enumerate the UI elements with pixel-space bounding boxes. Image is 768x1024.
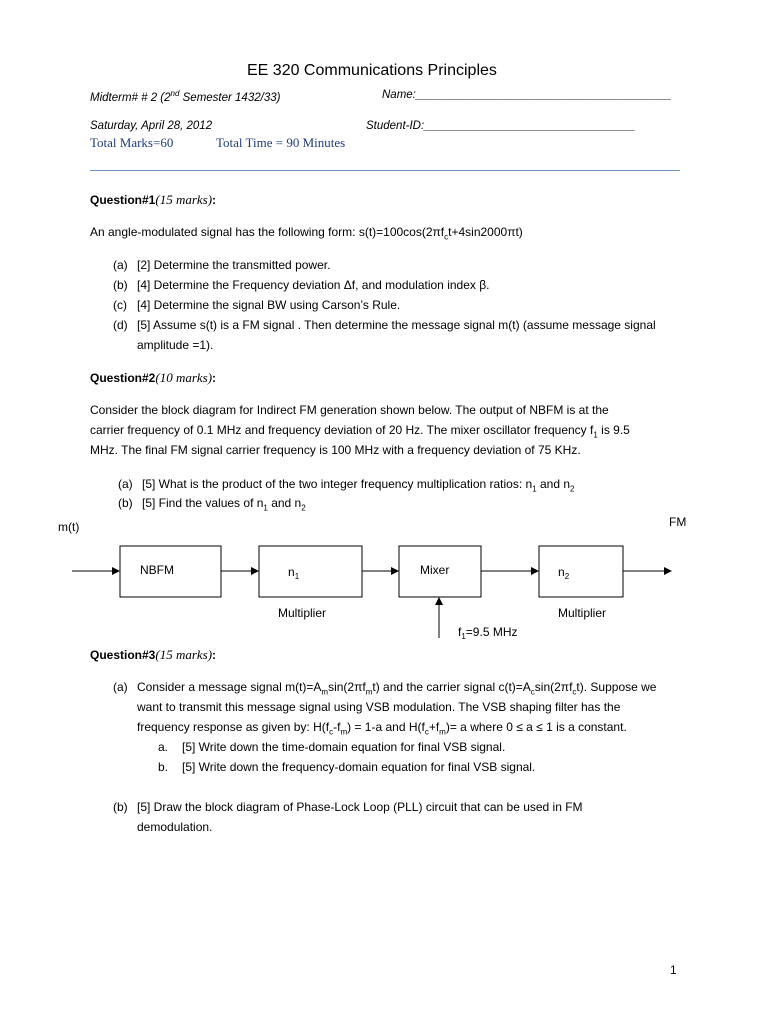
n2-block xyxy=(539,546,623,597)
n1-label: $n_1$ xyxy=(288,565,300,581)
q2-item-a: (a) [5] What is the product of the two integer frequency multiplication ratios: $n_1$ and $n_2$ xyxy=(118,477,575,494)
midterm-info: Midterm# # 2 (2nd Semester 1432/33) xyxy=(90,89,281,104)
q1-intro: An angle-modulated signal has the following form: $s(t)=100\cos(2\pi f_ct+4\sin 2000\pi t)$ xyxy=(90,225,523,242)
q1-item-b: (b) [4] Determine the Frequency deviation Δf, and modulation index β. xyxy=(113,278,490,292)
exam-date: Saturday, April 28, 2012 xyxy=(90,120,213,132)
q1-item-c: (c) [4] Determine the signal BW using Carson’s Rule. xyxy=(113,298,401,312)
fm-block-diagram xyxy=(0,505,768,650)
q3-b-line1: (b) [5] Draw the block diagram of Phase-Lock Loop (PLL) circuit that can be used in FM xyxy=(113,800,583,814)
q3-heading: Question#3(15 marks): xyxy=(90,647,217,662)
q2-para-line2: carrier frequency of 0.1 MHz and frequency deviation of 20 Hz. The mixer oscillator frequency $f_1$ is 9.5 xyxy=(90,423,630,440)
multiplier-2-label: Multiplier xyxy=(558,606,607,620)
n1-block xyxy=(259,546,362,597)
multiplier-1-label: Multiplier xyxy=(278,606,327,620)
n2-label: $n_2$ xyxy=(558,565,570,581)
q3-a-line2: want to transmit this message signal using VSB modulation. The VSB shaping filter has the xyxy=(137,700,621,714)
q3-a-line3: frequency response as given by: $H(f_c-f_m) = 1-a$ and $H(f_c+f_m)= a$ where 0 ≤ a ≤ 1 is a constant. xyxy=(137,720,627,737)
exam-title: EE 320 Communications Principles xyxy=(247,62,497,79)
output-label: FM xyxy=(669,515,687,529)
name-field-label: Name:________________________________________ xyxy=(382,89,672,101)
student-id-field-label: Student-ID:_________________________________ xyxy=(366,120,636,132)
nbfm-label: NBFM xyxy=(140,563,174,577)
mixer-label: Mixer xyxy=(420,563,450,577)
total-marks: Total Marks=60 xyxy=(90,135,174,150)
q1-item-d-cont: amplitude =1). xyxy=(137,338,214,352)
oscillator-freq-label: $f_1=9.5$ MHz xyxy=(458,625,518,641)
q2-para-line1: Consider the block diagram for Indirect FM generation shown below. The output of NBFM is at the xyxy=(90,403,609,417)
q2-para-line3: MHz. The final FM signal carrier frequency is 100 MHz with a frequency deviation of 75 KHz. xyxy=(90,443,581,457)
input-label: m(t) xyxy=(58,520,80,534)
q3-a-sub-b: b. [5] Write down the frequency-domain equation for final VSB signal. xyxy=(158,760,536,774)
q3-a-sub-a: a. [5] Write down the time-domain equation for final VSB signal. xyxy=(158,740,506,754)
q1-item-d: (d) [5] Assume s(t) is a FM signal . Then determine the message signal m(t) (assume message signal xyxy=(113,318,656,332)
total-time: Total Time = 90 Minutes xyxy=(216,135,346,150)
q3-a-line1: (a) Consider a message signal $m(t)=A_m\sin(2\pi f_mt)$ and the carrier signal $c(t)=A_c\sin(2\pi f_ct)$. Suppose we xyxy=(113,680,657,697)
page-number: 1 xyxy=(670,963,677,977)
q3-b-line2: demodulation. xyxy=(137,820,213,834)
header-divider xyxy=(90,170,680,171)
q1-heading: Question#1(15 marks): xyxy=(90,192,217,207)
q2-heading: Question#2(10 marks): xyxy=(90,370,217,385)
q1-item-a: (a) [2] Determine the transmitted power. xyxy=(113,258,331,272)
q2-item-b: (b) [5] Find the values of $n_1$ and $n_2$ xyxy=(118,496,306,513)
